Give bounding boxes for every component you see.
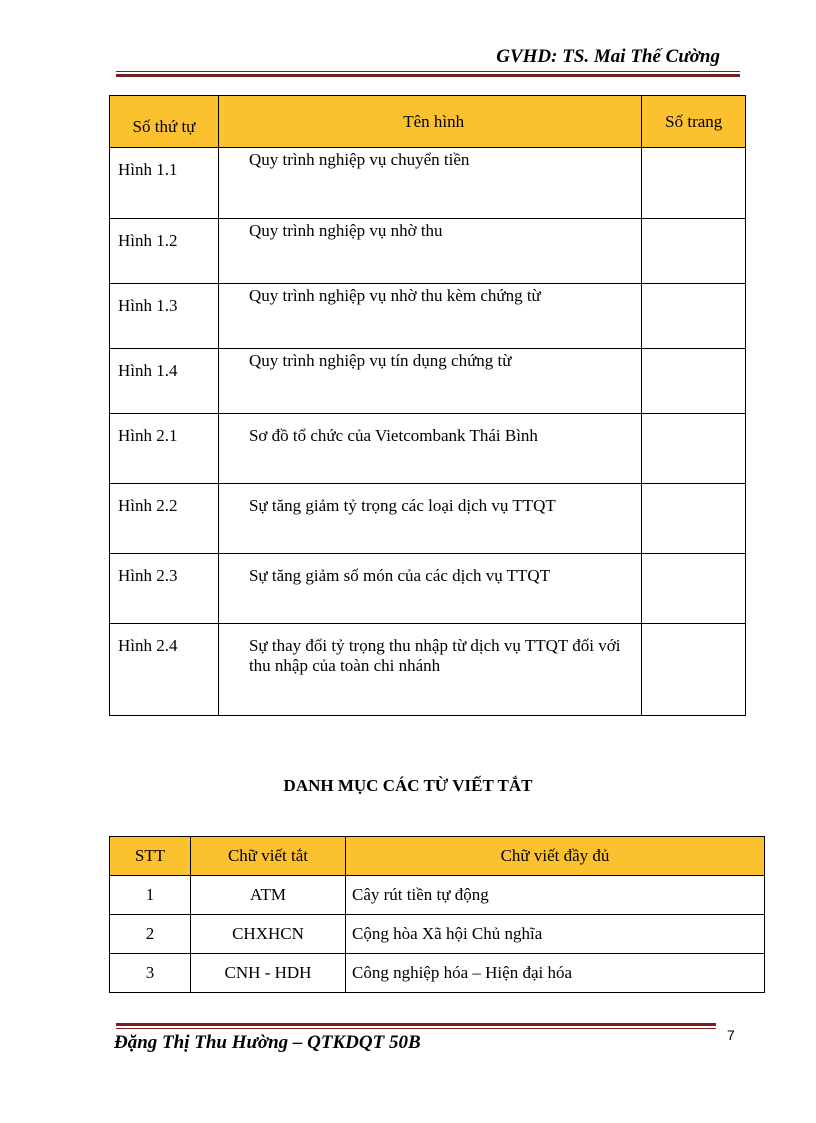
figure-id: Hình 1.3 (110, 284, 219, 349)
table-row (110, 954, 765, 993)
header-cell-page: Số trang (642, 96, 746, 148)
figure-page (642, 284, 746, 349)
figure-name: Sự tăng giảm tỷ trọng các loại dịch vụ TTQT (218, 484, 642, 554)
abbr-short: ATM (191, 876, 346, 915)
figure-name: Quy trình nghiệp vụ nhờ thu kèm chứng từ (218, 284, 642, 349)
figure-id: Hình 2.2 (110, 484, 219, 554)
abbr-short: CNH - HDH (191, 954, 346, 993)
abbreviations-table (109, 836, 765, 993)
abbreviations-title: DANH MỤC CÁC TỪ VIẾT TẮT (283, 776, 533, 795)
table-row (110, 284, 746, 349)
figure-id: Hình 2.4 (110, 624, 219, 716)
figure-name: Quy trình nghiệp vụ chuyển tiền (218, 148, 642, 219)
figure-name: Sự tăng giảm số món của các dịch vụ TTQT (218, 554, 642, 624)
table-row (110, 219, 746, 284)
figure-name: Sự thay đổi tỷ trọng thu nhập từ dịch vụ TTQT đối với thu nhập của toàn chi nhánh (218, 624, 642, 716)
figure-id: Hình 1.4 (110, 349, 219, 414)
abbr-stt: 2 (110, 915, 191, 954)
abbr-short: CHXHCN (191, 915, 346, 954)
figure-page (642, 484, 746, 554)
figure-page (642, 554, 746, 624)
page-number: 7 (727, 1027, 735, 1043)
header-cell-name: Tên hình (218, 96, 642, 148)
figures-table-header (110, 96, 746, 148)
table-row (110, 414, 746, 484)
footer-rule-top (116, 1023, 716, 1026)
table-row (110, 484, 746, 554)
table-row (110, 624, 746, 716)
page-footer: Đặng Thị Thu Hường – QTKDQT 50B (114, 1032, 421, 1053)
table-row (110, 554, 746, 624)
table-row (110, 148, 746, 219)
header-rule-top (116, 71, 740, 72)
figure-page (642, 148, 746, 219)
table-row (110, 876, 765, 915)
abbr-stt: 3 (110, 954, 191, 993)
abbr-full: Công nghiệp hóa – Hiện đại hóa (346, 954, 765, 993)
figure-page (642, 349, 746, 414)
header-cell-full: Chữ viết đầy đủ (346, 837, 765, 876)
figure-id: Hình 1.2 (110, 219, 219, 284)
figures-table (109, 95, 746, 716)
header-cell-stt: STT (110, 837, 191, 876)
abbr-full: Cây rút tiền tự động (346, 876, 765, 915)
figure-id: Hình 2.1 (110, 414, 219, 484)
footer-rule-bottom (116, 1028, 716, 1029)
table-row (110, 349, 746, 414)
header-cell-number: Số thứ tự (110, 96, 219, 148)
figure-name: Sơ đồ tổ chức của Vietcombank Thái Bình (218, 414, 642, 484)
table-row (110, 915, 765, 954)
figure-name: Quy trình nghiệp vụ tín dụng chứng từ (218, 349, 642, 414)
figure-id: Hình 1.1 (110, 148, 219, 219)
header-cell-abbr: Chữ viết tắt (191, 837, 346, 876)
figure-page (642, 414, 746, 484)
abbr-stt: 1 (110, 876, 191, 915)
abbr-full: Cộng hòa Xã hội Chủ nghĩa (346, 915, 765, 954)
figure-page (642, 624, 746, 716)
header-rule-bottom (116, 74, 740, 77)
figure-id: Hình 2.3 (110, 554, 219, 624)
page-header: GVHD: TS. Mai Thế Cường (496, 46, 720, 67)
figure-page (642, 219, 746, 284)
abbreviations-table-header (110, 837, 765, 876)
figure-name: Quy trình nghiệp vụ nhờ thu (218, 219, 642, 284)
